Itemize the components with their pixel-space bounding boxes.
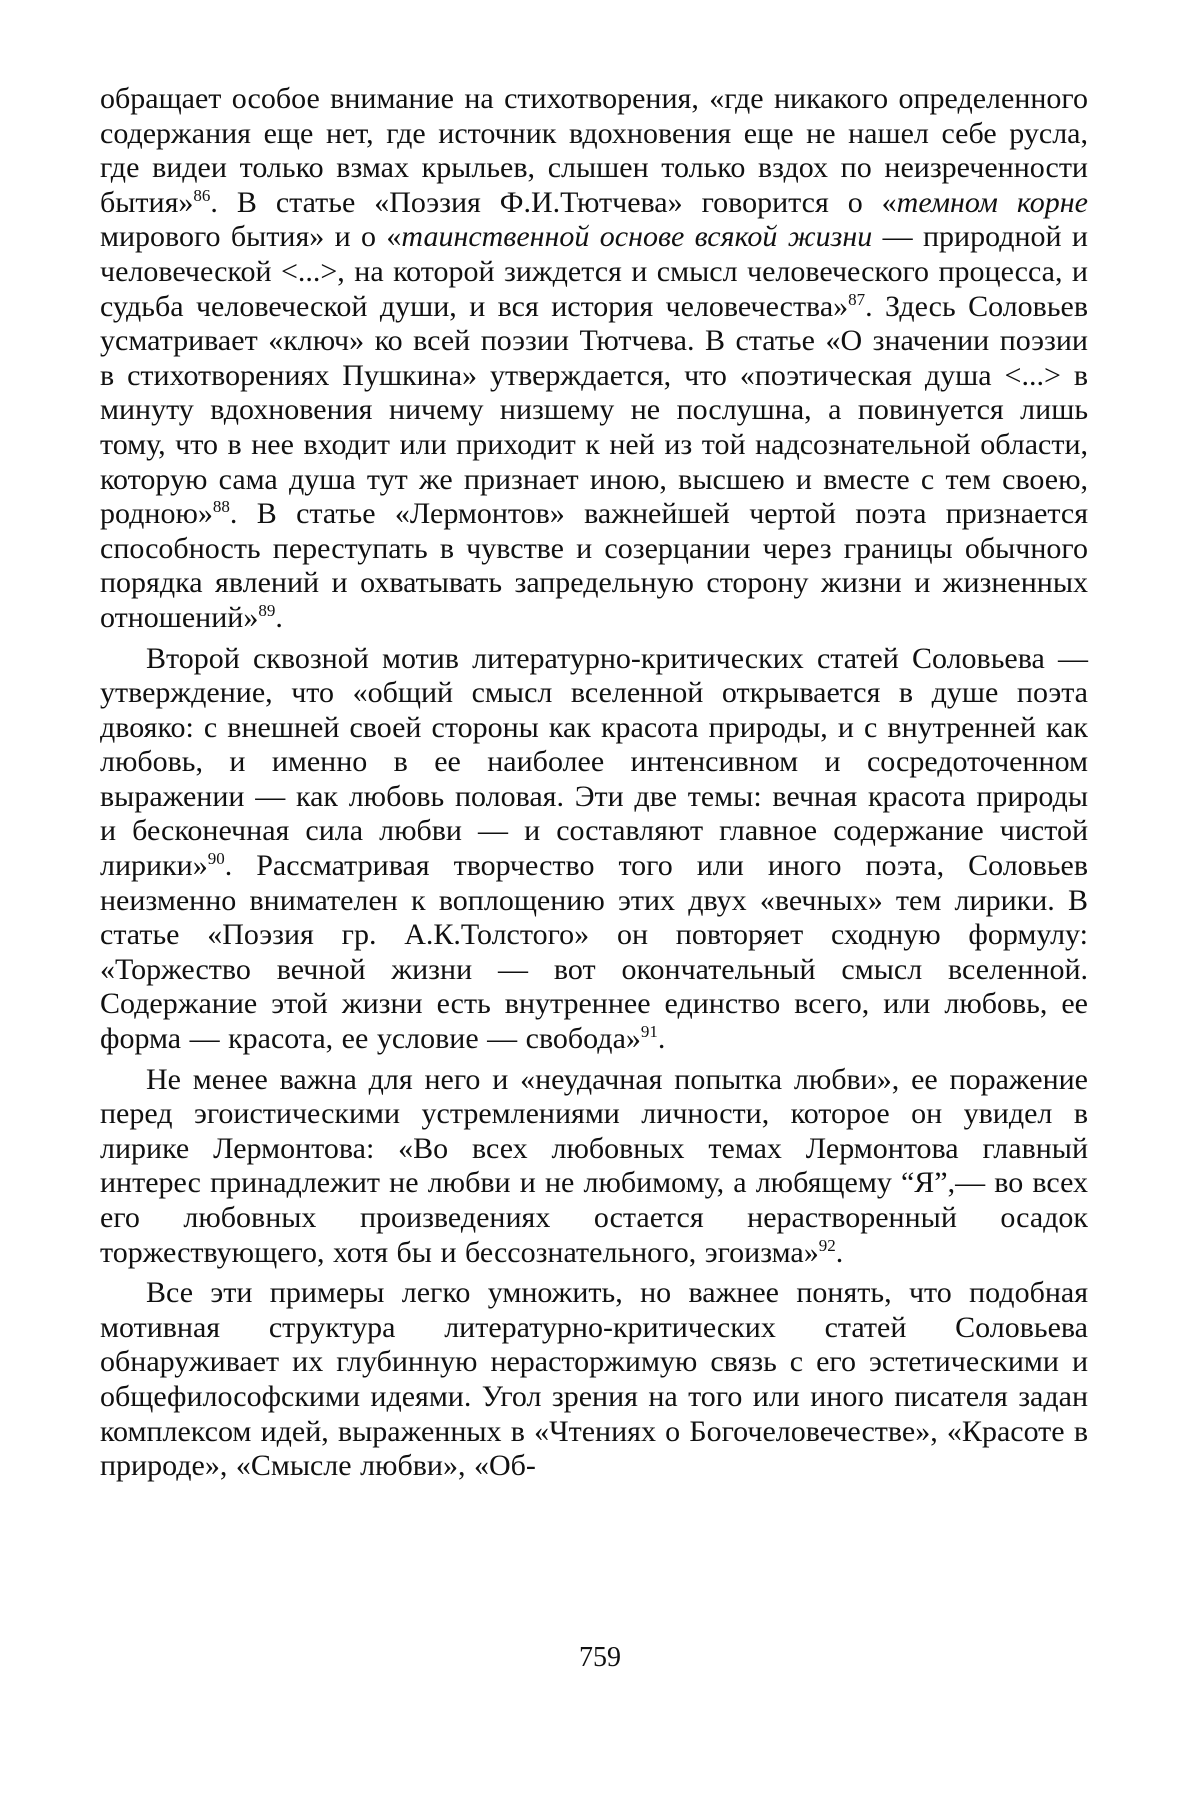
text-run: . [275, 600, 283, 634]
text-run: . [835, 1235, 844, 1269]
text-run: мирового бытия» и о « [100, 220, 402, 254]
text-run: Не менее важна для него и «неудачная попытка любви», ее поражение перед эгоистическими устремлениями личности, которое он увидел в лирике Лермонтова: «Во всех любовных темах Лермонтова главный интерес принадлежит не любви и не любимому, а любящему “Я”,— во всех его любовных произведениях остается нерастворенный осадок торжествующего, хотя бы и бессознательного, эгоизма» [100, 1062, 1088, 1269]
italic-text: темном корне [896, 185, 1088, 219]
footnote-ref: 87 [848, 289, 866, 309]
paragraph-4 [100, 1276, 1088, 1484]
text-run: . В статье «Поэзия Ф.И.Тютчева» говорится о « [210, 185, 897, 219]
text-run: обращает особое внимание на стихотворения, «где никакого определенного содержания еще нет, где источник вдохновения еще не нашел себе русла, где видеи только взмах крыльев, слышен только вздох по неизреченности бытия» [100, 82, 1088, 219]
text-run: . Здесь Соловьев усматривает «ключ» ко всей поэзии Тютчева. В статье «О значении поэзии в стихотворениях Пушкина» утверждается, что «поэтическая душа <...> в минуту вдохновения ничему низшему не послушна, а повинуется лишь тому, что в нее входит или приходит к ней из той надсознательной области, которую сама душа тут же признает иною, высшею и вместе с тем своею, родною» [100, 289, 1088, 531]
text-run: Все эти примеры легко умножить, но важнее понять, что подобная мотивная структура литературно-критических статей Соловьева обнаруживает их глубинную нерасторжимую связь с его эстетическими и общефилософскими идеями. Угол зрения на того или иного писателя задан комплексом идей, выраженных в «Чтениях о Богочеловечестве», «Красоте в природе», «Смысле любви», «Об- [100, 1276, 1088, 1483]
paragraph-1 [100, 82, 1088, 636]
footnote-ref: 90 [207, 849, 225, 869]
text-run: . [657, 1022, 666, 1056]
footnote-ref: 86 [193, 185, 211, 205]
paragraph-3 [100, 1063, 1088, 1271]
footnote-ref: 89 [258, 600, 276, 620]
footnote-ref: 92 [818, 1235, 836, 1255]
footnote-ref: 91 [640, 1022, 658, 1042]
page-number: 759 [579, 1642, 621, 1673]
paragraph-2 [100, 642, 1088, 1057]
text-run: Второй сквозной мотив литературно-критических статей Соловьева — утверждение, что «общий смысл вселенной открывается в душе поэта двояко: с внешней своей стороны как красота природы, и с внутренней как любовь, и именно в ее наиболее интенсивном и сосредоточенном выражении — как любовь половая. Эти две темы: вечная красота природы и бесконечная сила любви — и составляют главное содержание чистой лирики» [100, 641, 1088, 883]
text-run: — природной и человеческой <...>, на которой зиждется и смысл человеческого процесса, и судьба человеческой души, и вся история человечества» [100, 220, 1088, 323]
page-body [100, 82, 1088, 1484]
italic-text: таинственной основе всякой жизни [401, 220, 873, 254]
footnote-ref: 88 [212, 497, 230, 517]
text-run: . Рассматривая творчество того или иного поэта, Соловьев неизменно внимателен к воплощению этих двух «вечных» тем лирики. В статье «Поэзия гр. А.К.Толстого» он повторяет сходную формулу: «Торжество вечной жизни — вот окончательный смысл вселенной. Содержание этой жизни есть внутреннее единство всего, или любовь, ее форма — красота, ее условие — свобода» [100, 849, 1088, 1056]
text-run: . В статье «Лермонтов» важнейшей чертой поэта признается способность переступать в чувстве и созерцании через границы обычного порядка явлений и охватывать запредельную сторону жизни и жизненных отношений» [100, 497, 1088, 634]
